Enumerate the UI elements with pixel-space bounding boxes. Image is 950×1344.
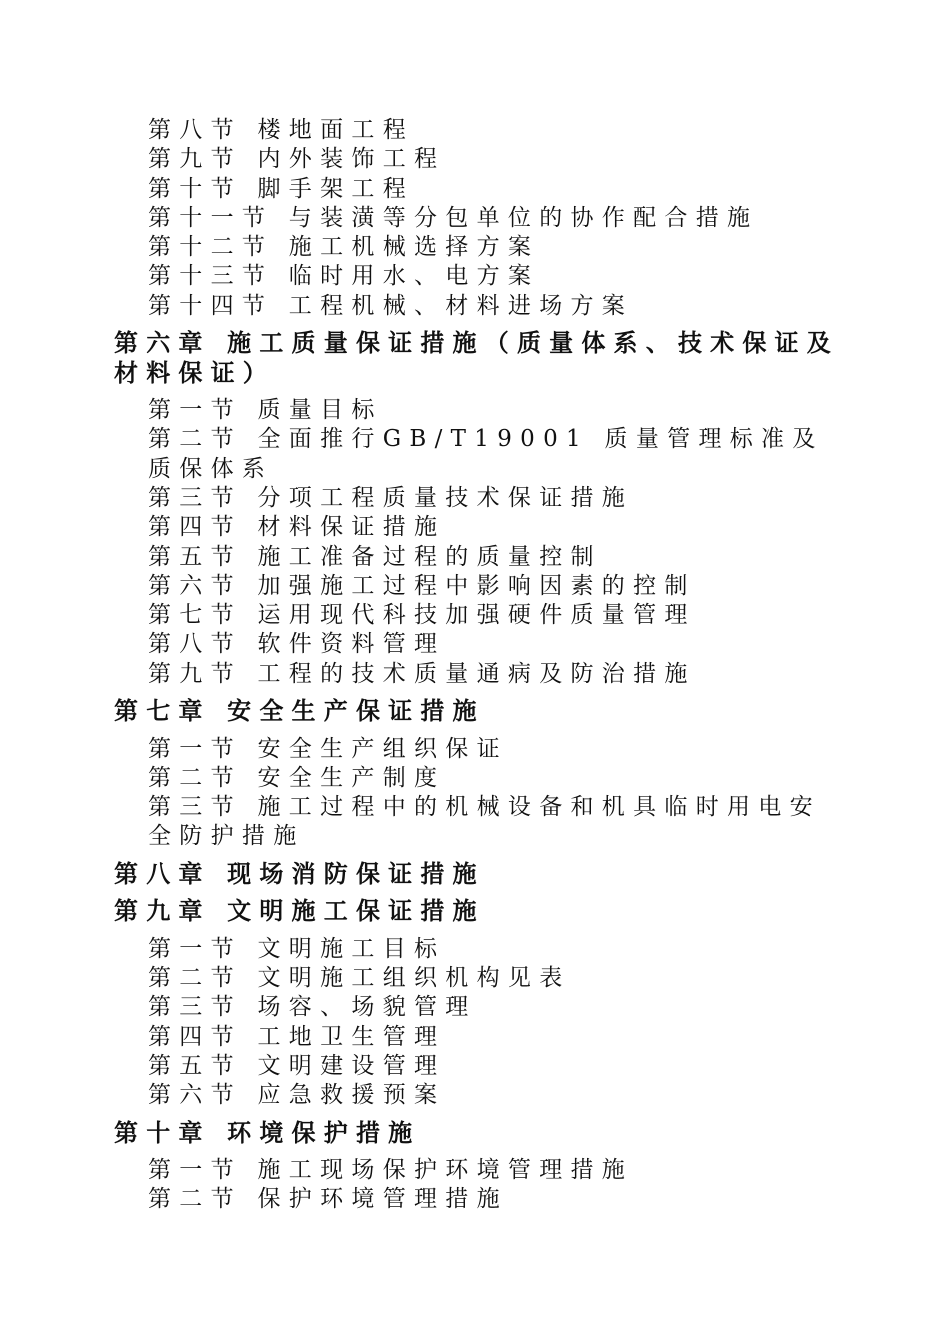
toc-chapter-heading: 第八章 现场消防保证措施 bbox=[114, 859, 485, 888]
toc-section-entry: 第二节 文明施工组织机构见表 bbox=[148, 965, 571, 992]
toc-section-entry: 第四节 材料保证措施 bbox=[148, 514, 446, 541]
toc-section-entry: 第四节 工地卫生管理 bbox=[148, 1023, 446, 1050]
toc-section-entry: 第三节 施工过程中的机械设备和机具临时用电安全防护措施 bbox=[148, 794, 821, 850]
toc-section-entry: 第八节 楼地面工程 bbox=[148, 117, 415, 143]
toc-section-entry: 第一节 质量目标 bbox=[148, 397, 383, 424]
toc-section-entry: 第三节 分项工程质量技术保证措施 bbox=[148, 484, 634, 511]
toc-section-entry: 第五节 施工准备过程的质量控制 bbox=[148, 543, 602, 570]
toc-section-entry: 第二节 保护环境管理措施 bbox=[148, 1186, 508, 1213]
toc-section-entry: 第五节 文明建设管理 bbox=[148, 1052, 446, 1079]
toc-chapter-heading: 第六章 施工质量保证措施（质量体系、技术保证及材料保证） bbox=[114, 329, 839, 387]
toc-section-entry: 第一节 文明施工目标 bbox=[148, 935, 446, 962]
toc-section-entry: 第三节 场容、场貌管理 bbox=[148, 994, 477, 1021]
toc-section-entry: 第十节 脚手架工程 bbox=[148, 175, 415, 202]
toc-section-entry: 第一节 安全生产组织保证 bbox=[148, 735, 508, 762]
toc-section-entry: 第九节 工程的技术质量通病及防治措施 bbox=[148, 660, 696, 687]
toc-section-entry: 第十一节 与装潢等分包单位的协作配合措施 bbox=[148, 204, 759, 231]
toc-section-entry: 第六节 加强施工过程中影响因素的控制 bbox=[148, 572, 696, 599]
toc-section-entry: 第十四节 工程机械、材料进场方案 bbox=[148, 292, 634, 319]
toc-chapter-heading: 第七章 安全生产保证措施 bbox=[114, 697, 485, 726]
toc-chapter-heading: 第十章 环境保护措施 bbox=[114, 1118, 421, 1147]
toc-section-entry: 第十三节 临时用水、电方案 bbox=[148, 263, 540, 290]
table-of-contents bbox=[0, 116, 950, 1215]
toc-section-entry: 第八节 软件资料管理 bbox=[148, 631, 446, 658]
toc-section-entry: 第七节 运用现代科技加强硬件质量管理 bbox=[148, 602, 696, 629]
toc-section-entry: 第二节 全面推行GB/T19001 质量管理标准及质保体系 bbox=[148, 426, 824, 482]
toc-section-entry: 第一节 施工现场保护环境管理措施 bbox=[148, 1157, 634, 1184]
toc-section-entry: 第二节 安全生产制度 bbox=[148, 764, 446, 791]
toc-section-entry: 第九节 内外装饰工程 bbox=[148, 146, 446, 173]
toc-section-entry: 第六节 应急救援预案 bbox=[148, 1082, 446, 1109]
toc-chapter-heading: 第九章 文明施工保证措施 bbox=[114, 897, 485, 926]
toc-section-entry: 第十二节 施工机械选择方案 bbox=[148, 234, 540, 261]
